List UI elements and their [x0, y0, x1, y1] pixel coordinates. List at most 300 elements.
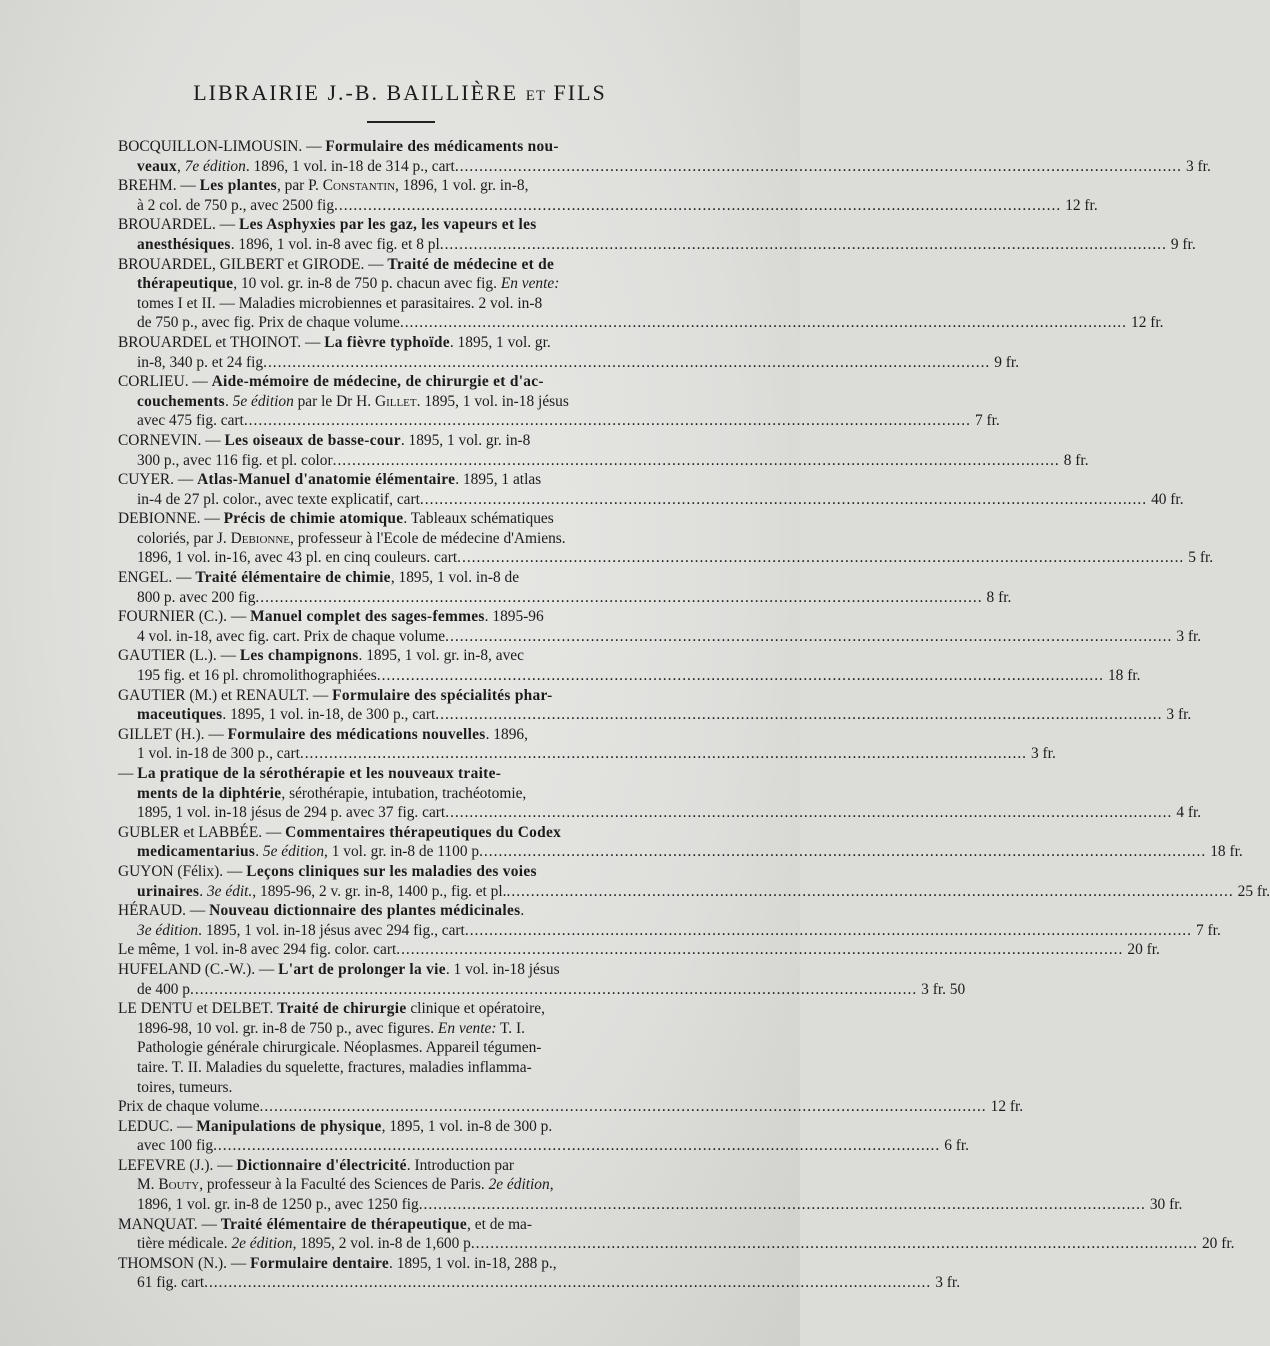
catalogue-entry	[118, 470, 1184, 509]
entry-title: Dictionnaire d'électricité	[236, 1156, 407, 1174]
catalogue-entry	[118, 646, 1141, 685]
entry-text	[118, 686, 763, 706]
leader-dots	[445, 627, 1172, 647]
entry-text	[118, 372, 763, 392]
entry-text	[137, 529, 763, 549]
entry-text	[137, 705, 435, 725]
entry-detail: 1895, 1 vol. in-18 jésus de 294 p. avec 37 fig. cart	[137, 804, 446, 822]
entry-text	[137, 1058, 763, 1078]
entry-price: 18 fr.	[1210, 843, 1243, 861]
entry-price: 20 fr.	[1127, 941, 1160, 959]
entry-detail: BROUARDEL, GILBERT et GIRODE. —	[118, 255, 388, 273]
entry-text	[137, 784, 763, 804]
entry-detail: , 1896, 1 vol. gr. in-8,	[395, 177, 529, 195]
leader-dots	[396, 940, 1123, 960]
catalogue-entry	[118, 940, 1160, 960]
entry-detail: . 1896, 1 vol. in-8 avec fig. et 8 pl	[230, 235, 440, 253]
entry-price: 12 fr.	[1065, 196, 1098, 214]
entry-text	[118, 901, 763, 921]
entry-title: Traité de chirurgie	[277, 1000, 407, 1018]
entry-line	[118, 607, 763, 627]
entry-title: Manipulations de physique	[196, 1117, 382, 1135]
entry-line	[118, 1273, 961, 1293]
leader-dots	[204, 1273, 931, 1293]
leader-dots	[435, 705, 1162, 725]
entry-price: 40 fr.	[1151, 490, 1184, 508]
entry-line	[118, 764, 763, 784]
entry-detail: , 1 vol. gr. in-8 de 1100 p	[324, 843, 480, 861]
entry-line	[118, 157, 1211, 177]
entry-edition: 5e édition	[262, 843, 325, 861]
leader-dots	[377, 666, 1104, 686]
entry-detail: T. I.	[496, 1019, 525, 1037]
entry-detail: .	[520, 902, 525, 920]
catalogue-entry	[118, 607, 1202, 646]
entry-text	[137, 921, 465, 941]
entry-detail: . 1895, 1 vol. gr.	[449, 333, 551, 351]
catalogue-entry	[118, 372, 1000, 431]
entry-text	[118, 1156, 763, 1176]
entry-text	[118, 960, 763, 980]
entry-detail: Pathologie générale chirurgicale. Néoplasmes. Appareil tégumen-	[137, 1039, 542, 1057]
entry-text	[118, 764, 763, 784]
catalogue-entry	[118, 862, 1270, 901]
entry-detail: clinique et opératoire,	[406, 1000, 545, 1018]
entry-detail: . 1895-96	[484, 608, 544, 626]
entry-detail: , 1895-96, 2 v. gr. in-8, 1400 p., fig. et pl.	[252, 882, 507, 900]
entry-line	[118, 940, 1160, 960]
entry-detail: GUBLER et LABBÉE. —	[118, 823, 286, 841]
leader-dots	[400, 313, 1127, 333]
leader-dots	[455, 157, 1182, 177]
catalogue-entry	[118, 137, 1211, 176]
entry-price: 18 fr.	[1107, 667, 1141, 685]
entry-line	[118, 960, 763, 980]
entry-title: Les plantes	[199, 177, 277, 195]
entry-detail: LEFEVRE (J.). —	[118, 1156, 237, 1174]
entry-detail: BROUARDEL. —	[118, 216, 239, 234]
entry-title: Les Asphyxies par les gaz, les vapeurs et les	[239, 216, 537, 234]
leader-dots	[457, 548, 1184, 568]
entry-title: Formulaire dentaire	[250, 1254, 390, 1272]
entry-detail: CORLIEU. —	[118, 373, 212, 391]
entry-price: 3 fr.	[1031, 745, 1056, 763]
entry-text	[137, 411, 244, 431]
entry-detail: 1 vol. in-18 de 300 p., cart	[137, 745, 300, 763]
entry-text	[118, 470, 763, 490]
catalogue-entry	[118, 215, 1196, 254]
entry-detail: .	[199, 882, 207, 900]
leader-dots	[213, 1136, 940, 1156]
entry-text	[118, 1097, 259, 1117]
entry-title: Leçons cliniques sur les maladies des voies	[246, 862, 537, 880]
page-header	[0, 80, 800, 106]
entry-detail: Bouty	[158, 1176, 200, 1194]
entry-text	[137, 1078, 763, 1098]
entry-title: Commentaires thérapeutiques du Codex	[285, 823, 562, 841]
entry-price: 12 fr.	[1131, 314, 1164, 332]
entry-text	[118, 431, 763, 451]
entry-title: Formulaire des spécialités phar-	[332, 686, 553, 704]
entry-detail: DEBIONNE. —	[118, 510, 224, 528]
entry-line	[118, 529, 763, 549]
entry-line	[118, 196, 1098, 216]
entry-detail: BOCQUILLON-LIMOUSIN. —	[118, 138, 326, 155]
entry-detail: . 1895, 1 vol. in-18 jésus	[416, 392, 569, 410]
entry-detail: , sérothérapie, intubation, trachéotomie,	[281, 784, 527, 802]
entry-text	[137, 235, 440, 255]
entry-detail: Gillet	[374, 392, 417, 410]
entry-line	[118, 1019, 763, 1039]
header-rule	[367, 121, 435, 123]
catalogue-entry	[118, 1215, 1235, 1254]
entry-text	[137, 1019, 763, 1039]
entry-text	[118, 137, 763, 157]
entry-line	[118, 901, 763, 921]
entry-line	[118, 1215, 763, 1235]
entry-detail: , professeur à la Faculté des Sciences de Paris.	[199, 1176, 489, 1194]
entry-title: Traité élémentaire de chimie	[195, 569, 391, 587]
entry-detail: 1896, 1 vol. gr. in-8 de 1250 p., avec 1250 fig	[137, 1196, 419, 1214]
catalogue-entry	[118, 686, 1192, 725]
entry-detail: GUYON (Félix). —	[118, 862, 247, 880]
entry-detail: FOURNIER (C.). —	[118, 608, 251, 626]
entry-edition: En vente:	[500, 275, 560, 293]
entry-detail: LE DENTU et DELBET.	[118, 1000, 278, 1018]
entry-line	[118, 470, 763, 490]
entry-detail: MANQUAT. —	[118, 1215, 221, 1233]
catalogue-entry	[118, 960, 966, 999]
entry-edition: 5e édition	[232, 392, 294, 410]
entry-detail: . Tableaux schématiques	[403, 510, 554, 528]
catalogue-entry	[118, 431, 1089, 470]
entry-price: 3 fr.	[1186, 157, 1211, 175]
entry-line	[118, 137, 763, 157]
entry-price: 3 fr.	[935, 1274, 961, 1292]
entry-detail: , 10 vol. gr. in-8 de 750 p. chacun avec fig.	[233, 275, 501, 293]
entry-price: 8 fr.	[986, 588, 1012, 606]
entry-line	[118, 1195, 1183, 1215]
entry-detail: . 1896, 1 vol. in-18 de 314 p., cart	[245, 157, 455, 175]
entry-edition: 2e édition	[231, 1235, 293, 1253]
entry-line	[118, 490, 1184, 510]
entry-text	[137, 548, 457, 568]
entry-line	[118, 1136, 970, 1156]
entry-price: 5 fr.	[1188, 549, 1214, 567]
entry-title: La pratique de la sérothérapie et les nouveaux traite-	[137, 765, 502, 782]
entry-text	[118, 568, 763, 588]
entry-line	[118, 980, 966, 1000]
entry-text	[118, 823, 763, 843]
entry-text	[137, 294, 763, 314]
catalogue-entry	[118, 725, 1056, 764]
leader-dots	[507, 882, 1234, 902]
entry-text	[118, 1254, 763, 1274]
entry-edition: En vente:	[437, 1019, 497, 1037]
entry-text	[137, 274, 763, 294]
entry-text	[118, 1215, 763, 1235]
entry-line	[118, 372, 763, 392]
entry-line	[118, 392, 763, 412]
entry-detail: BROUARDEL et THOINOT. —	[118, 333, 325, 351]
entry-detail: . 1895, 1 vol. gr. in-8	[400, 431, 531, 449]
entry-detail: ,	[176, 157, 185, 175]
entry-line	[118, 686, 763, 706]
leader-dots	[263, 353, 990, 373]
entry-text	[118, 1117, 763, 1137]
entry-text	[137, 1175, 763, 1195]
entry-line	[118, 784, 763, 804]
entry-title: veaux	[137, 157, 177, 175]
entry-price: 12 fr.	[990, 1098, 1024, 1116]
leader-dots	[465, 921, 1192, 941]
entry-title: Manuel complet des sages-femmes	[250, 608, 485, 626]
entry-line	[118, 1175, 763, 1195]
entry-detail: LEDUC. —	[118, 1117, 197, 1135]
entry-line	[118, 646, 763, 666]
entry-detail: M.	[137, 1176, 159, 1194]
entry-title: Traité de médecine et de	[387, 255, 555, 273]
entry-detail: , 1895, 1 vol. in-8 de	[390, 569, 520, 587]
entry-edition: 3e édit.	[206, 882, 253, 900]
leader-dots	[471, 1234, 1198, 1254]
leader-dots	[419, 1195, 1146, 1215]
entry-title: Les champignons	[239, 647, 359, 665]
leader-dots	[334, 196, 1061, 216]
entry-line	[118, 215, 763, 235]
entry-line	[118, 235, 1196, 255]
leader-dots	[255, 588, 982, 608]
entry-title: Atlas-Manuel d'anatomie élémentaire	[197, 471, 456, 489]
entry-title: couchements	[137, 392, 225, 410]
catalogue-entry	[118, 176, 1098, 215]
entry-title: thérapeutique	[137, 275, 234, 293]
leader-dots	[440, 235, 1167, 255]
header-publisher: LIBRAIRIE J.-B. BAILLIÈRE	[193, 80, 519, 105]
leader-dots	[300, 744, 1027, 764]
entry-detail: in-4 de 27 pl. color., avec texte explicatif, cart	[137, 490, 420, 508]
catalogue-entry	[118, 255, 1164, 333]
entry-text	[137, 1136, 213, 1156]
entry-price: 6 fr.	[944, 1137, 970, 1155]
entry-detail: à 2 col. de 750 p., avec 2500 fig	[137, 196, 335, 214]
entry-line	[118, 509, 763, 529]
entry-text	[137, 803, 445, 823]
entry-detail: GILLET (H.). —	[118, 725, 228, 743]
entry-line	[118, 176, 763, 196]
entry-price: 25 fr.	[1237, 882, 1270, 900]
entry-detail: coloriés, par J.	[137, 529, 231, 547]
entry-detail: par le Dr H.	[293, 392, 375, 410]
entry-detail: toires, tumeurs.	[137, 1078, 233, 1096]
entry-title: Formulaire des médicaments nou-	[325, 138, 559, 155]
entry-text	[137, 392, 763, 412]
entry-line	[118, 1058, 763, 1078]
entry-detail: GAUTIER (L.). —	[118, 647, 240, 665]
entry-detail: 1896, 1 vol. in-16, avec 43 pl. en cinq couleurs. cart	[137, 549, 458, 567]
entry-line	[118, 1254, 763, 1274]
entry-detail: Prix de chaque volume	[118, 1098, 260, 1116]
catalogue-entry	[118, 1117, 970, 1156]
entry-detail: CUYER. —	[118, 471, 198, 489]
catalogue-entries	[118, 137, 1270, 1293]
entry-line	[118, 588, 1012, 608]
entry-title: Aide-mémoire de médecine, de chirurgie et d'ac-	[211, 373, 544, 391]
entry-price: 8 fr.	[1063, 451, 1089, 469]
entry-detail: , professeur à l'Ecole de médecine d'Amiens.	[290, 529, 566, 547]
entry-line	[118, 627, 1202, 647]
entry-price: 7 fr.	[974, 412, 1000, 430]
entry-detail: de 750 p., avec fig. Prix de chaque volume	[137, 314, 400, 332]
entry-text	[137, 627, 445, 647]
entry-detail: ,	[549, 1176, 554, 1194]
leader-dots	[479, 842, 1206, 862]
entry-line	[118, 1117, 763, 1137]
entry-text	[137, 1234, 471, 1254]
catalogue-entry	[118, 1156, 1183, 1215]
entry-detail: . 1896,	[485, 725, 528, 743]
entry-title: L'art de prolonger la vie	[278, 960, 446, 978]
entry-detail: 300 p., avec 116 fig. et pl. color	[137, 451, 333, 469]
entry-line	[118, 411, 1000, 431]
entry-line	[118, 548, 1214, 568]
entry-price: 3 fr.	[1166, 706, 1192, 724]
entry-line	[118, 568, 763, 588]
entry-detail: tomes I et II. — Maladies microbiennes et parasitaires. 2 vol. in-8	[137, 294, 543, 312]
entry-text	[118, 333, 763, 353]
entry-detail: , 1895, 1 vol. in-8 de 300 p.	[381, 1117, 553, 1135]
entry-price: 7 fr.	[1196, 921, 1221, 939]
entry-line	[118, 1078, 763, 1098]
entry-title: medicamentarius	[137, 843, 256, 861]
catalogue-entry	[118, 333, 1020, 372]
entry-price: 3 fr.	[1176, 627, 1202, 645]
entry-title: urinaires	[137, 882, 200, 900]
entry-title: Traité élémentaire de thérapeutique	[220, 1215, 468, 1233]
entry-line	[118, 451, 1089, 471]
entry-text	[137, 882, 507, 902]
entry-text	[118, 255, 763, 275]
entry-detail: de 400 p	[137, 980, 191, 998]
entry-line	[118, 1234, 1235, 1254]
entry-detail: GAUTIER (M.) et RENAULT. —	[118, 686, 333, 704]
entry-text	[137, 353, 263, 373]
leader-dots	[259, 1097, 986, 1117]
entry-line	[118, 313, 1164, 333]
entry-title: anesthésiques	[137, 235, 231, 253]
entry-detail: Le même, 1 vol. in-8 avec 294 fig. color. cart	[118, 941, 397, 959]
leader-dots	[445, 803, 1172, 823]
entry-detail: . 1895, 1 vol. in-18, 288 p.,	[389, 1254, 557, 1272]
entry-title: La fièvre typhoïde	[324, 333, 450, 351]
entry-line	[118, 744, 1056, 764]
catalogue-entry	[118, 901, 1221, 940]
entry-text	[137, 196, 334, 216]
entry-detail: . Introduction par	[406, 1156, 515, 1174]
entry-line	[118, 666, 1141, 686]
entry-line	[118, 1097, 1024, 1117]
entry-text	[137, 1038, 763, 1058]
entry-detail: avec 475 fig. cart	[137, 412, 244, 430]
entry-detail: 195 fig. et 16 pl. chromolithographiées	[137, 667, 377, 685]
leader-dots	[244, 411, 971, 431]
leader-dots	[333, 451, 1060, 471]
entry-detail: ENGEL. —	[118, 569, 196, 587]
entry-text	[137, 157, 455, 177]
entry-detail: HUFELAND (C.-W.). —	[118, 960, 279, 978]
entry-text	[137, 1195, 419, 1215]
entry-text	[118, 509, 763, 529]
entry-detail: taire. T. II. Maladies du squelette, fractures, maladies inflamma-	[137, 1058, 532, 1076]
entry-line	[118, 725, 763, 745]
entry-text	[137, 980, 190, 1000]
entry-text	[118, 940, 396, 960]
entry-detail: HÉRAUD. —	[118, 902, 210, 920]
entry-title: ments de la diphtérie	[137, 784, 282, 802]
entry-text	[137, 588, 255, 608]
entry-line	[118, 1156, 763, 1176]
entry-line	[118, 353, 1020, 373]
catalogue-entry	[118, 1254, 961, 1293]
entry-price: 20 fr.	[1201, 1235, 1235, 1253]
entry-text	[118, 646, 763, 666]
entry-line	[118, 882, 1270, 902]
entry-text	[118, 215, 763, 235]
header-fils: FILS	[553, 80, 607, 105]
entry-price: 3 fr. 50	[921, 980, 966, 998]
entry-line	[118, 842, 1243, 862]
entry-title: Les oiseaux de basse-cour	[224, 431, 401, 449]
entry-detail: . 1895, 1 vol. gr. in-8, avec	[358, 647, 524, 665]
entry-line	[118, 705, 1192, 725]
entry-text	[137, 842, 479, 862]
entry-text	[137, 744, 300, 764]
entry-edition: 3e édition	[137, 921, 199, 939]
entry-text	[137, 490, 420, 510]
catalogue-entry	[118, 999, 763, 1097]
entry-detail: —	[118, 765, 138, 782]
entry-detail: . 1895, 1 atlas	[455, 471, 542, 489]
entry-detail: .	[224, 392, 233, 410]
entry-text	[137, 451, 333, 471]
entry-text	[118, 607, 763, 627]
entry-text	[118, 725, 763, 745]
header-et: ET	[525, 88, 547, 104]
leader-dots	[190, 980, 917, 1000]
catalogue-entry	[118, 764, 1202, 823]
entry-title: maceutiques	[137, 706, 223, 724]
entry-price: 4 fr.	[1176, 804, 1202, 822]
entry-text	[118, 999, 763, 1019]
entry-text	[137, 313, 400, 333]
catalogue-entry	[118, 1097, 1024, 1117]
entry-text	[137, 1273, 204, 1293]
entry-line	[118, 823, 763, 843]
entry-line	[118, 431, 763, 451]
entry-line	[118, 921, 1221, 941]
entry-detail: CORNEVIN. —	[118, 431, 225, 449]
entry-line	[118, 862, 763, 882]
entry-detail: in-8, 340 p. et 24 fig	[137, 353, 264, 371]
entry-detail: BREHM. —	[118, 177, 200, 195]
entry-line	[118, 1038, 763, 1058]
entry-price: 9 fr.	[994, 353, 1020, 371]
catalogue-entry	[118, 823, 1243, 862]
entry-detail: 1896-98, 10 vol. gr. in-8 de 750 p., avec figures.	[137, 1019, 438, 1037]
entry-detail: . 1895, 1 vol. in-18, de 300 p., cart	[222, 706, 436, 724]
leader-dots	[420, 490, 1147, 510]
entry-line	[118, 803, 1202, 823]
